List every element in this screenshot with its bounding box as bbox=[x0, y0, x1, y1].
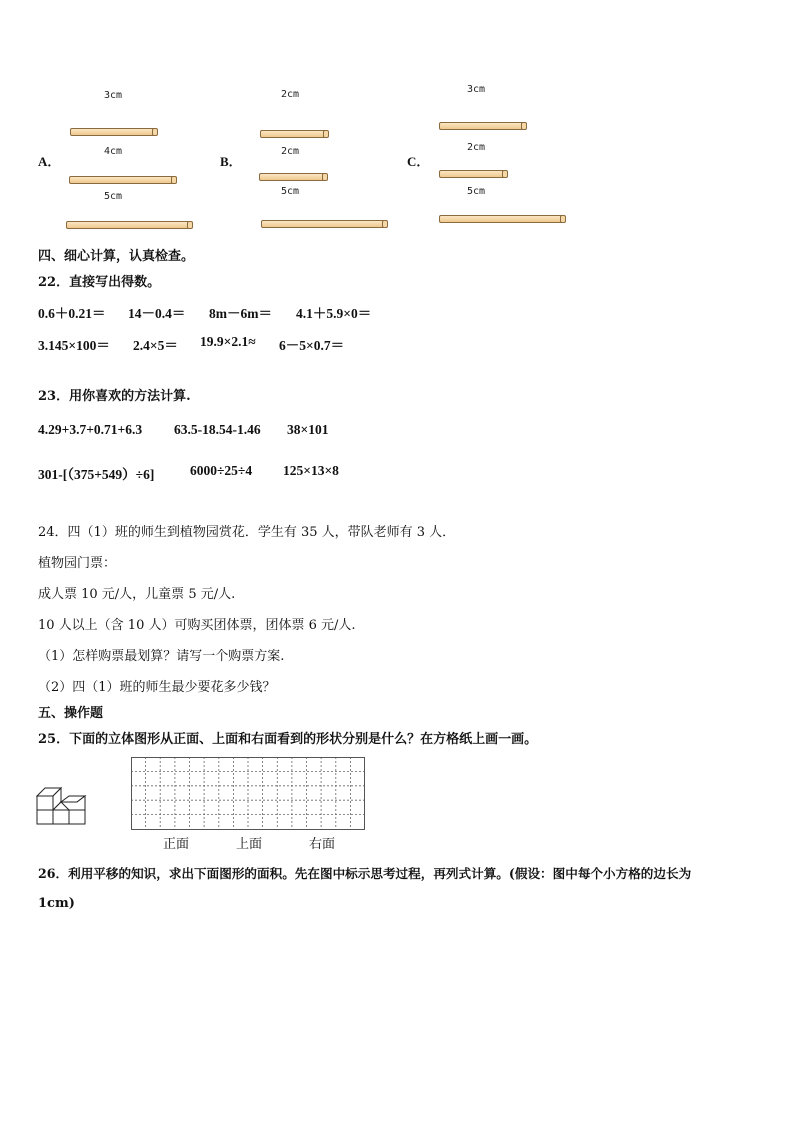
stick-label: 2cm bbox=[281, 89, 300, 100]
question-24-line: 成人票 10 元/人，儿童票 5 元/人. bbox=[38, 587, 236, 602]
problem: 4.29+3.7+0.71+6.3 bbox=[38, 422, 143, 437]
problem: 38×101 bbox=[287, 422, 329, 437]
question-23-title: 23．用你喜欢的方法计算. bbox=[38, 389, 191, 404]
stick-label: 5cm bbox=[104, 191, 123, 202]
view-label-top: 上面 bbox=[236, 837, 263, 852]
stick bbox=[69, 176, 175, 184]
question-24-title: 24．四（1）班的师生到植物园赏花．学生有 35 人，带队老师有 3 人． bbox=[38, 525, 456, 540]
question-24-sub: （2）四（1）班的师生最少要花多少钱？ bbox=[38, 680, 276, 695]
stick bbox=[439, 215, 564, 223]
stick-label: 5cm bbox=[467, 186, 486, 197]
stick-label: 3cm bbox=[104, 90, 123, 101]
stick bbox=[261, 220, 386, 228]
option-letter: A． bbox=[38, 154, 61, 169]
stick bbox=[259, 173, 326, 181]
section-title: 五、操作题 bbox=[38, 706, 104, 721]
problem: 8m－6m＝ bbox=[209, 306, 272, 321]
problem: 6000÷25÷4 bbox=[190, 463, 253, 478]
stick bbox=[439, 122, 525, 130]
stick-label: 2cm bbox=[467, 142, 486, 153]
option-letter: B． bbox=[220, 154, 242, 169]
view-label-right: 右面 bbox=[309, 837, 336, 852]
stick-label: 4cm bbox=[104, 146, 123, 157]
question-26-title-cont: 1cm) bbox=[38, 896, 75, 911]
problem: 14－0.4＝ bbox=[128, 306, 186, 321]
stick-label: 5cm bbox=[281, 186, 300, 197]
option-letter: C． bbox=[407, 154, 430, 169]
cube-solid-figure bbox=[35, 780, 91, 828]
grid-paper bbox=[131, 757, 365, 830]
stick bbox=[66, 221, 191, 229]
question-22-title: 22．直接写出得数。 bbox=[38, 275, 161, 290]
problem: 0.6＋0.21＝ bbox=[38, 306, 106, 321]
stick-label: 3cm bbox=[467, 84, 486, 95]
problem: 3.145×100＝ bbox=[38, 338, 110, 353]
problem: 301-[（375+549）÷6] bbox=[38, 467, 155, 482]
problem: 2.4×5＝ bbox=[133, 338, 178, 353]
question-24-line: 10 人以上（含 10 人）可购买团体票，团体票 6 元/人. bbox=[38, 618, 356, 633]
problem: 6－5×0.7＝ bbox=[279, 338, 345, 353]
stick bbox=[260, 130, 327, 138]
stick-label: 2cm bbox=[281, 146, 300, 157]
question-24-line: 植物园门票： bbox=[38, 556, 117, 571]
question-26-title: 26．利用平移的知识，求出下面图形的面积。先在图中标示思考过程，再列式计算。(假设：图中每个小方格的边长为 bbox=[38, 866, 692, 881]
view-label-front: 正面 bbox=[163, 837, 190, 852]
question-24-sub: （1）怎样购票最划算？请写一个购票方案. bbox=[38, 649, 285, 664]
problem: 125×13×8 bbox=[283, 463, 339, 478]
problem: 19.9×2.1≈ bbox=[200, 334, 256, 349]
stick bbox=[70, 128, 156, 136]
section-title: 四、细心计算，认真检查。 bbox=[38, 249, 195, 264]
problem: 4.1＋5.9×0＝ bbox=[296, 306, 372, 321]
question-25-title: 25．下面的立体图形从正面、上面和右面看到的形状分别是什么？在方格纸上画一画。 bbox=[38, 732, 538, 747]
problem: 63.5-18.54-1.46 bbox=[174, 422, 261, 437]
stick bbox=[439, 170, 506, 178]
